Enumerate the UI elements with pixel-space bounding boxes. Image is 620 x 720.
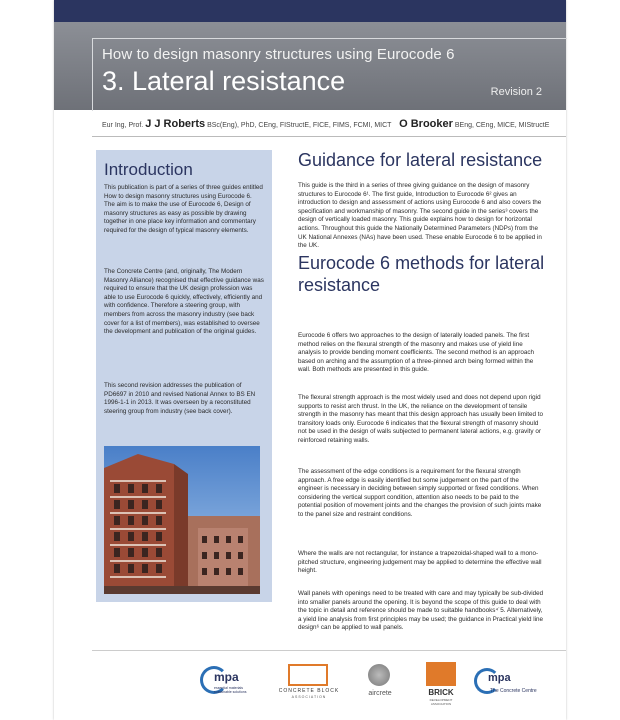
building-photo	[104, 446, 260, 594]
document-page	[54, 0, 566, 720]
footer-divider	[92, 650, 566, 651]
cba-logo	[274, 664, 344, 704]
brick-logo-text: BRICK	[428, 688, 454, 697]
tcc-logo-text: The Concrete Centre	[490, 688, 537, 694]
author2-name: O Brooker	[399, 118, 453, 130]
cba-logo-text: CONCRETE BLOCK	[278, 688, 340, 694]
top-color-bar	[54, 0, 566, 22]
methods-paragraph-1: Eurocode 6 offers two approaches to the design of laterally loaded panels. The first method relies on the flexural strength of the masonry and makes use of yield line analysis to provide bending moment coefficients. The second method is an approach based on arching and the assumption of a three-pinned arch being formed within the wall. Both methods are presented in this guide.	[298, 332, 535, 374]
brick-block-icon	[426, 662, 456, 686]
tcc-mpa-text: mpa	[488, 672, 511, 684]
intro-paragraph-2: The Concrete Centre (and, originally, The Modern Masonry Alliance) recognised that effective guidance was required to ensure that the UK design profession was able to use Eurocode 6 quickly, effectively, efficiently and with confidence. Therefore a steering group, with members from across the masonry industry (see back cover for a list of members), was established to oversee the development and publication of the original guides.	[104, 268, 264, 336]
aircrete-logo	[358, 662, 402, 706]
cba-logo-sub: ASSOCIATION	[291, 695, 327, 699]
author1-prefix: Eur Ing, Prof.	[102, 122, 144, 129]
cba-block-icon	[288, 664, 328, 686]
mpa-logo-text: mpa	[214, 670, 239, 684]
guidance-paragraph: This guide is the third in a series of three giving guidance on the design of masonry structures to Eurocode 6¹. The first guide, Introduction to Eurocode 6² gives an introduction to design and assessment of actions using Eurocode 6 and also covers the specification and workmanship of masonry. The second guide in the series³ covers the design of vertically loaded masonry. This guide explains how to design for horizontal actions. Throughout this guide the Nationally Determined Parameters (NDPs) from the UK National Annexes (NAs) have been used. These enable Eurocode 6 to be applied in the UK.	[298, 182, 542, 250]
methods-paragraph-3: The assessment of the edge conditions is a requirement for the flexural strength approach. A free edge is easily identified but some judgement on the part of the engineer is necessary in deciding between simply supported or fixed conditions. When considering the vertical support condition, attention also needs to be paid to the potential position of movement joints and the changes the provision of such joints make to the panel size and restraint conditions.	[298, 468, 542, 518]
guidance-heading: Guidance for lateral resistance	[298, 150, 543, 170]
document-title: 3. Lateral resistance	[102, 66, 346, 96]
author1-quals: BSc(Eng), PhD, CEng, FIStructE, FICE, FIMS, FCMI, MICT	[207, 122, 392, 129]
series-subtitle: How to design masonry structures using Eurocode 6	[102, 46, 455, 63]
introduction-heading: Introduction	[104, 160, 193, 179]
intro-paragraph-1: This publication is part of a series of three guides entitled How to design masonry structures using Eurocode 6. The aim is to make the use of Eurocode 6, Design of masonry structures as easy as possible by drawing together in one place key information and commentary required for the design of typical masonry elements.	[104, 184, 263, 234]
aircrete-sphere-icon	[368, 664, 390, 686]
author2-quals: BEng, CEng, MICE, MIStructE	[454, 122, 550, 129]
authors-line	[102, 118, 549, 130]
revision-label: Revision 2	[490, 86, 542, 98]
author-divider	[92, 136, 566, 137]
author1-name: J J Roberts	[145, 118, 206, 130]
intro-paragraph-3: This second revision addresses the publication of PD6697 in 2010 and revised National Annex to BS EN 1996-1-1 in 2013. It was overseen by a reconstituted steering group from industry (see back cover).	[104, 382, 256, 415]
methods-heading: Eurocode 6 methods for lateral resistance	[298, 253, 545, 295]
methods-paragraph-4: Where the walls are not rectangular, for instance a trapezoidal-shaped wall to a mono-pitched structure, engineering judgement may be applied to determine the effective wall height.	[298, 550, 542, 575]
concrete-centre-logo	[474, 666, 550, 700]
brick-logo	[420, 662, 462, 708]
mpa-logo-sub: essential materials sustainable solutions	[214, 686, 247, 694]
brick-logo-sub: DEVELOPMENT ASSOCIATION	[429, 698, 453, 706]
mpa-logo	[200, 664, 258, 704]
methods-paragraph-5: Wall panels with openings need to be treated with care and may typically be sub-divided into smaller panels around the opening. It is beyond the scope of this guide to deal with the topic in detail and reference should be made to suitable handbooks⁴˙5. Alternatively, a yield line analysis from first principles may be used; the guidance in Practical yield line design⁶ can be applied to wall panels.	[298, 590, 544, 632]
aircrete-logo-text: aircrete	[368, 690, 392, 697]
methods-paragraph-2: The flexural strength approach is the most widely used and does not depend upon rigid supports to resist arch thrust. In the UK, the reliance on the development of tensile strength in the masonry has meant that this design approach has usually been limited to transitory loads only. Eurocode 6 indicates that the flexural strength of masonry should not be used in the design of walls subjected to permanent lateral actions, e.g. gravity or reinforced retaining walls.	[298, 394, 544, 444]
